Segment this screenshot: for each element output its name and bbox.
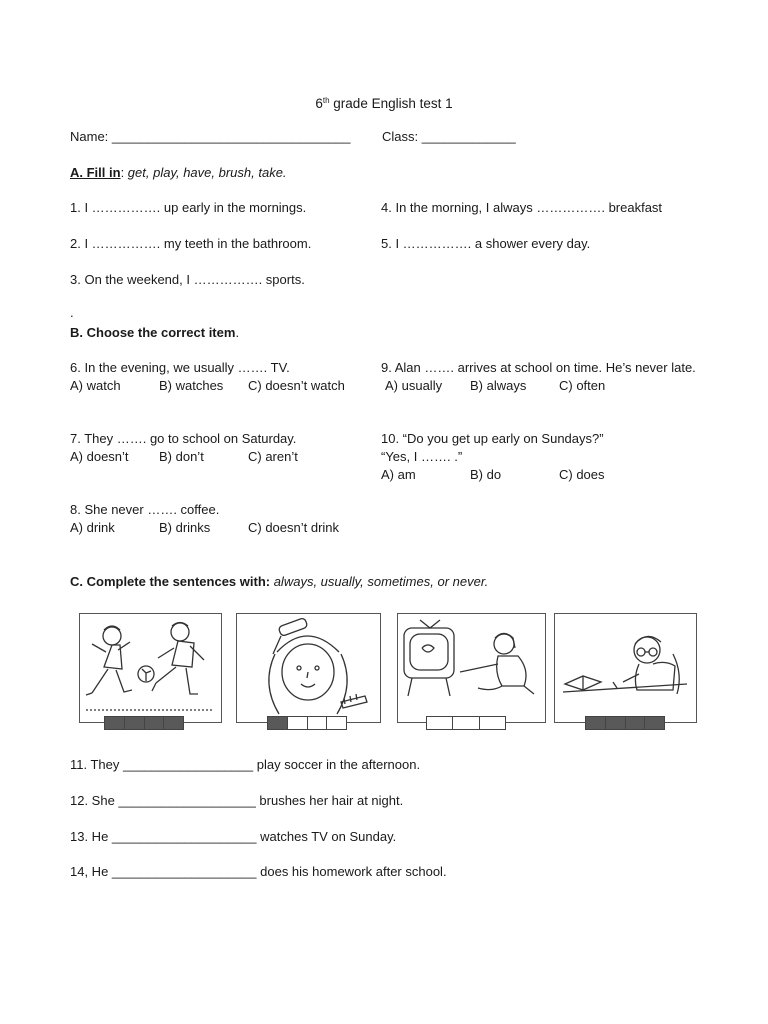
- option-8b[interactable]: B) drinks: [159, 520, 211, 535]
- scale-cell: [125, 717, 145, 729]
- question-6: 6. In the evening, we usually ……. TV.: [70, 360, 290, 375]
- tv-icon: [398, 614, 544, 721]
- soccer-icon: [80, 614, 220, 721]
- frequency-scale-1: [104, 716, 184, 730]
- option-6b[interactable]: B) watches: [159, 378, 224, 393]
- option-10b[interactable]: B) do: [470, 467, 502, 482]
- section-a-heading: A. Fill in: get, play, have, brush, take.: [70, 165, 287, 180]
- scale-cell: [606, 717, 626, 729]
- option-9c[interactable]: C) often: [559, 378, 606, 393]
- scale-cell: [268, 717, 288, 729]
- scale-cell: [453, 717, 479, 729]
- option-9b[interactable]: B) always: [470, 378, 527, 393]
- boys-playing-soccer-illustration: [79, 613, 222, 723]
- stray-dot: .: [70, 305, 74, 320]
- scale-cell: [626, 717, 646, 729]
- sentence-11: 11. They __________________ play soccer in the afternoon.: [70, 757, 421, 772]
- question-1: 1. I ……………. up early in the mornings.: [70, 200, 307, 215]
- question-4: 4. In the morning, I always ……………. breakfast: [381, 200, 663, 215]
- option-6c[interactable]: C) doesn’t watch: [248, 378, 345, 393]
- option-7a[interactable]: A) doesn’t: [70, 449, 129, 464]
- option-10a[interactable]: A) am: [381, 467, 416, 482]
- question-10-answer-line: “Yes, I ……. .”: [381, 449, 463, 464]
- scale-cell: [480, 717, 505, 729]
- option-7b[interactable]: B) don’t: [159, 449, 204, 464]
- girl-brushing-hair-illustration: [236, 613, 381, 723]
- section-b-heading: B. Choose the correct item.: [70, 325, 240, 340]
- option-10c[interactable]: C) does: [559, 467, 605, 482]
- class-field[interactable]: Class: _____________: [382, 129, 516, 144]
- scale-cell: [327, 717, 346, 729]
- question-5: 5. I ……………. a shower every day.: [381, 236, 591, 251]
- question-10: 10. “Do you get up early on Sundays?”: [381, 431, 604, 446]
- hairbrush-icon: [237, 614, 379, 721]
- option-8a[interactable]: A) drink: [70, 520, 115, 535]
- option-8c[interactable]: C) doesn’t drink: [248, 520, 340, 535]
- child-watching-tv-illustration: [397, 613, 546, 723]
- scale-cell: [308, 717, 328, 729]
- boy-doing-homework-illustration: [554, 613, 697, 723]
- scale-cell: [645, 717, 664, 729]
- homework-icon: [555, 614, 695, 721]
- sentence-14: 14, He ____________________ does his homework after school.: [70, 864, 447, 879]
- name-field[interactable]: Name: _________________________________: [70, 129, 351, 144]
- sentence-13: 13. He ____________________ watches TV on Sunday.: [70, 829, 397, 844]
- question-7: 7. They ……. go to school on Saturday.: [70, 431, 297, 446]
- question-8: 8. She never ……. coffee.: [70, 502, 220, 517]
- question-3: 3. On the weekend, I ……………. sports.: [70, 272, 305, 287]
- scale-cell: [164, 717, 183, 729]
- frequency-scale-3: [426, 716, 506, 730]
- scale-cell: [145, 717, 165, 729]
- scale-cell: [586, 717, 606, 729]
- page-title: 6th grade English test 1: [315, 96, 453, 111]
- option-7c[interactable]: C) aren’t: [248, 449, 298, 464]
- question-9: 9. Alan ……. arrives at school on time. He’s never late.: [381, 360, 696, 375]
- scale-cell: [427, 717, 453, 729]
- sentence-12: 12. She ___________________ brushes her hair at night.: [70, 793, 404, 808]
- frequency-scale-2: [267, 716, 347, 730]
- scale-cell: [288, 717, 308, 729]
- option-6a[interactable]: A) watch: [70, 378, 121, 393]
- section-c-heading: C. Complete the sentences with: always, usually, sometimes, or never.: [70, 574, 489, 589]
- scale-cell: [105, 717, 125, 729]
- frequency-scale-4: [585, 716, 665, 730]
- option-9a[interactable]: A) usually: [385, 378, 443, 393]
- question-2: 2. I ……………. my teeth in the bathroom.: [70, 236, 312, 251]
